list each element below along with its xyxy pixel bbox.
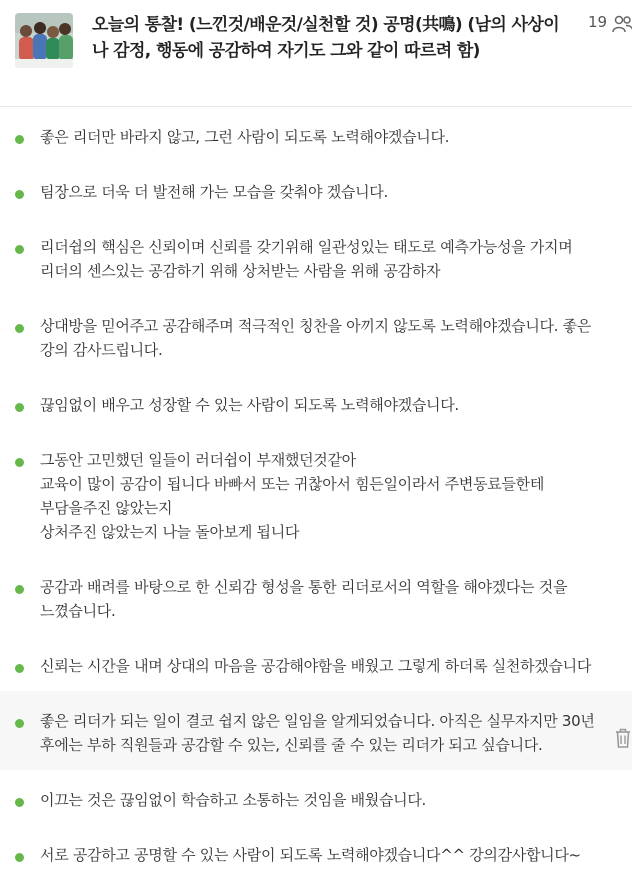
comment-item (0, 162, 632, 217)
bullet-dot-icon (15, 798, 24, 807)
comment-item (0, 825, 632, 880)
trash-icon[interactable] (614, 727, 632, 749)
comment-item (0, 217, 632, 296)
bullet-dot-icon (15, 458, 24, 467)
comment-text: 신뢰는 시간을 내며 상대의 마음을 공감해야함을 배웠고 그렇게 하더록 실천하겠습니다 (40, 657, 592, 675)
comment-text: 리더쉽의 핵심은 신뢰이며 신뢰를 갖기위해 일관성있는 태도로 예측가능성을 가지며 리더의 센스있는 공감하기 위해 상처받는 사람을 위해 공감하자 (40, 238, 573, 280)
bullet-dot-icon (15, 324, 24, 333)
comment-item (0, 557, 632, 636)
comment-text: 팀장으로 더욱 더 발전해 가는 모습을 갖춰야 겠습니다. (40, 183, 388, 201)
comment-item (0, 636, 632, 691)
bullet-dot-icon (15, 853, 24, 862)
comment-item-highlighted (0, 691, 632, 770)
bullet-dot-icon (15, 403, 24, 412)
bullet-dot-icon (15, 664, 24, 673)
bullet-dot-icon (15, 190, 24, 199)
comment-item (0, 296, 632, 375)
comment-item (0, 770, 632, 825)
comment-text: 공감과 배려를 바탕으로 한 신뢰감 형성을 통한 리더로서의 역할을 해야겠다는 것을 느꼈습니다. (40, 578, 568, 620)
bullet-dot-icon (15, 585, 24, 594)
group-photo-icon (15, 13, 73, 68)
bullet-dot-icon (15, 719, 24, 728)
people-icon[interactable] (612, 15, 632, 33)
comment-text: 서로 공감하고 공명할 수 있는 사람이 되도록 노력해야겠습니다^^ 강의감사합니다~ (40, 846, 581, 864)
comment-item (0, 375, 632, 430)
comment-text: 좋은 리더만 바라지 않고, 그런 사람이 되도록 노력해야겠습니다. (40, 128, 450, 146)
bullet-dot-icon (15, 245, 24, 254)
board-thumbnail (15, 13, 73, 68)
comment-list (0, 107, 632, 880)
board-header (0, 0, 632, 107)
participant-count: 19 (588, 13, 608, 31)
comment-item (0, 107, 632, 162)
comment-text: 상대방을 믿어주고 공감해주며 적극적인 칭찬을 아끼지 않도록 노력해야겠습니다. 좋은 강의 감사드립니다. (40, 317, 592, 359)
comment-text: 좋은 리더가 되는 일이 결코 쉽지 않은 일임을 알게되었습니다. 아직은 실무자지만 30년 후에는 부하 직원들과 공감할 수 있는, 신뢰를 줄 수 있는 리더가 되고 싶습니다. (40, 712, 595, 754)
comment-text: 끊임없이 배우고 성장할 수 있는 사람이 되도록 노력해야겠습니다. (40, 396, 459, 414)
bullet-dot-icon (15, 135, 24, 144)
comment-item (0, 430, 632, 557)
board-title: 오늘의 통찰! (느낀것/배운것/실천할 것) 공명(共鳴) (남의 사상이나 감정, 행동에 공감하여 자기도 그와 같이 따르려 함) (92, 15, 560, 61)
comment-text: 그동안 고민했던 일들이 러더쉽이 부재했던것같아 교육이 많이 공감이 됩니다 바빠서 또는 귀찮아서 힘든일이라서 주변동료들한테 부담을주진 않았는지 상처주진 않았는지 나늘 돌아보게 됩니다 (40, 451, 545, 541)
comment-text: 이끄는 것은 끊임없이 학습하고 소통하는 것임을 배웠습니다. (40, 791, 427, 809)
